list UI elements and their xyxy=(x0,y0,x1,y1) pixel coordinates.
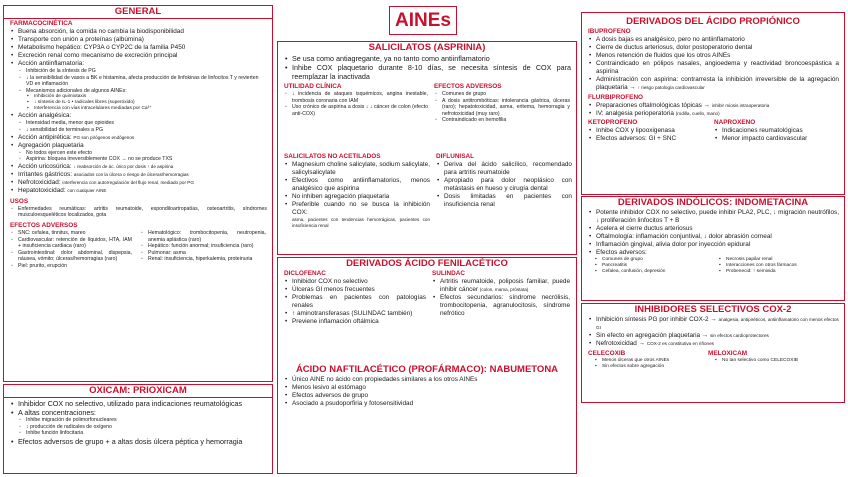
indolicos-panel xyxy=(581,196,845,301)
list-item: ◦ Hepático: función anormal; insuficiencia (raro) xyxy=(140,243,266,250)
list-item: • Previene inflamación oftálmica xyxy=(284,318,426,326)
list-item: • Magnesium choline salicylate, sodium salicylate, salicylsalicylate xyxy=(284,161,430,177)
list-item: ▪ Interacciones con otros fármacos xyxy=(712,263,840,269)
list-item: • Inflamación gingival, alivia dolor por inyección epidural xyxy=(588,241,839,249)
list-item: ▪ ↓ síntesis de IL-1 • radicales libres (superóxido) xyxy=(20,100,267,106)
list-item: • ↑ aminotransferasas (SULINDAC también) xyxy=(284,310,426,318)
cox2-item: Sin efecto en agregación plaquetaria → xyxy=(596,332,709,339)
list-item: ◦ Inhibe migración de polimorfonucleares xyxy=(18,417,267,424)
general-title: GENERAL xyxy=(4,6,272,19)
list-item: • Preferible cuando no se busca la inhibición COX: xyxy=(284,201,430,217)
diflunisal-heading: DIFLUNISAL xyxy=(436,153,474,160)
ibuprofeno-heading: IBUPROFENO xyxy=(588,28,631,35)
list-item: ◦ Enfermedades reumáticas: artritis reumatoide, espondiloartropatías, osteoartritis, síndromes musculoesqueléticos localizados, gota xyxy=(10,206,267,219)
mecanismos-list xyxy=(20,94,267,112)
list-item: • Buena absorción, la comida no cambia la biodisponibilidad xyxy=(10,28,267,36)
naftil-list xyxy=(284,376,571,408)
list-item: ▪ Sin efectos sobre agregación xyxy=(588,364,700,370)
efectos-left-list xyxy=(10,230,132,270)
list-item: • Transporte con unión a proteínas (albúmina) xyxy=(10,36,267,44)
cox2-list xyxy=(588,316,839,348)
list-item: • Indicaciones reumatológicas xyxy=(714,127,840,135)
list-item xyxy=(588,340,839,348)
list-item: ▪ Pancreatitis xyxy=(588,263,708,269)
irritantes-note: asociados con la úlcera o riesgo de úlceras/hemorragias xyxy=(73,171,189,177)
list-item: • Único AINE no ácido con propiedades similares a los otros AINEs xyxy=(284,376,571,384)
list-item xyxy=(10,163,267,171)
diflunisal-list xyxy=(436,161,572,209)
sulindac-item: Artritis reumatoide, poliposis familiar, puede inhibir cáncer xyxy=(440,278,570,293)
list-item: • Menos retención de fluidos que los otros AINEs xyxy=(588,52,839,60)
utilidad-list xyxy=(284,91,428,117)
usos-list xyxy=(10,206,267,219)
list-item: • Contraindicado en pólipos nasales, angioedema y reactividad broncoespástica a aspirina xyxy=(588,60,839,76)
list-item: • Acción analgésica: xyxy=(10,112,267,120)
list-item: • Problemas en pacientes con patologías renales xyxy=(284,294,426,310)
salicilatos-efectos-list xyxy=(434,91,570,124)
salicilatos-list xyxy=(284,54,571,81)
list-item xyxy=(10,134,267,142)
list-item: • Se usa como antiagregante, ya no tanto como antiinflamatorio xyxy=(284,54,571,63)
list-item: • Efectos adversos de grupo xyxy=(284,392,571,400)
uricosurica-label: Acción uricosúrica: xyxy=(18,162,72,170)
list-item xyxy=(432,278,570,294)
sulindac-list xyxy=(432,278,570,318)
ibuprofeno-note: ↑ riesgo patología cardiovascular xyxy=(637,85,705,90)
list-item: ▪ Inhibición de quimiotaxis xyxy=(20,94,267,100)
list-item: • Oftalmología: inflamación conjuntival, ↓ dolor abrasión corneal xyxy=(588,233,839,241)
antipiretica-label: Acción antipirética: xyxy=(18,133,72,141)
general-panel xyxy=(3,5,273,382)
list-item: • A dosis bajas es analgésico, pero no antiinflamatorio xyxy=(588,36,839,44)
analgesica-list xyxy=(10,112,267,120)
flurbiprofeno-heading: FLURBIPROFENO xyxy=(588,94,644,101)
list-item xyxy=(588,76,839,92)
oxicam-list xyxy=(10,399,267,417)
cox2-panel xyxy=(581,303,845,403)
list-item: • Efectos adversos de grupo + a altas dosis úlcera péptica y hemorragia xyxy=(10,437,267,446)
list-item xyxy=(588,332,839,340)
list-item xyxy=(588,110,839,118)
list-item: ◦ Hematológico: trombocitopenia, neutropenia, anemia aplástica (raro) xyxy=(140,230,266,243)
list-item: • Agregación plaquetaria xyxy=(10,142,267,150)
no-acetilados-note: asma, pacientes con tendencias hemorrágicas, pacientes con insuficiencia renal xyxy=(292,217,430,228)
list-item: ◦ Comunes de grupo xyxy=(434,91,570,98)
cox2-note: COX-2 es constitutiva en riñones xyxy=(646,341,714,346)
list-item: ▪ No tan selectivo como CELECOXIB xyxy=(708,358,840,364)
efectos-heading: EFECTOS ADVERSOS xyxy=(10,221,78,229)
list-item: • Efectos secundarios: síndrome necrólisis, trombocitopenia, agranulocitosis, síndrome nefrótico xyxy=(432,294,570,318)
list-item: • Apropiado para dolor neoplásico con metástasis en hueso y cirugía dental xyxy=(436,177,572,193)
cox2-title: INHIBIDORES SELECTIVOS COX-2 xyxy=(634,304,792,315)
flurbiprofeno-list xyxy=(588,102,839,118)
agregacion-sublist xyxy=(18,150,267,163)
list-item: • Cierre de ductus arteriosus, dolor postoperatorio dental xyxy=(588,44,839,52)
fenilacetico-title: DERIVADOS ÁCIDO FENILACÉTICO xyxy=(346,258,508,269)
list-item: ◦ Inhibe función linfocitaria xyxy=(18,430,267,437)
otras-acciones-list xyxy=(10,163,267,195)
celecoxib-heading: CELECOXIB xyxy=(588,350,626,357)
farmacocinetica-heading: FARMACOCINÉTICA xyxy=(10,20,73,27)
oxicam-last-list xyxy=(10,437,267,446)
indolicos-title: DERIVADOS INDÓLICOS: INDOMETACINA xyxy=(617,197,809,208)
main-title: AINEs xyxy=(395,9,451,31)
antiinflamatoria-list xyxy=(18,68,267,94)
cox2-item: Nefrotoxicidad → xyxy=(596,340,646,347)
list-item: ▪ Interferencia con vías intracelulares mediadas por Ca²⁺ xyxy=(20,106,267,112)
ibuprofeno-list xyxy=(588,36,839,92)
uricosurica-note: ↓ reabsorción de ác. úrico por dosis ↑ de aspirina xyxy=(73,163,174,169)
list-item: • Asociado a psudoporfiria y fotosensitividad xyxy=(284,400,571,408)
fenilacetico-panel xyxy=(277,257,577,474)
ketoprofeno-heading: KETOPROFENO xyxy=(588,119,638,126)
salicilatos-title: SALICILATOS (ASPRINIA) xyxy=(368,42,486,53)
indolicos-efectos-right xyxy=(712,257,840,275)
list-item: ▪ Menos úlceras que otros AINEs xyxy=(588,358,700,364)
list-item: ◦ Aspirina: bloquea irreversiblemente COX → no se produce TXS xyxy=(18,156,267,163)
indolicos-list xyxy=(588,209,839,257)
list-item: ◦ SNC: cefalea, tinnitus, mareo xyxy=(10,230,132,237)
flurbi-item: IV: analgesia perioperatoria xyxy=(596,110,674,117)
list-item: ◦ Renal: insuficiencia, hiperkalemia, proteinuria xyxy=(140,256,266,263)
ibuprofeno-item: Administración con aspirina: contrarresta la inhibición irreversible de la agregación plaquetaria → xyxy=(596,76,839,91)
cox2-note: sin efectos cardioprotectores xyxy=(710,333,769,338)
propionico-title: DERIVADOS DEL ÁCIDO PROPIÓNICO xyxy=(626,16,800,27)
flurbi-item: Preparaciones oftalmológicas tópicas → xyxy=(596,102,711,109)
analgesica-sublist xyxy=(18,120,267,133)
farmacocinetica-list xyxy=(10,28,267,68)
list-item: • Úlceras GI menos frecuentes xyxy=(284,286,426,294)
list-item: ▪ Probenecid: ↑ semivida xyxy=(712,269,840,275)
antipiretica-note: PG son pirógenos endógenos xyxy=(73,134,135,140)
sulindac-note: (colon, mama, próstata) xyxy=(479,287,529,292)
list-item: • Dosis limitadas en pacientes con insuficiencia renal xyxy=(436,193,572,209)
list-item: ▪ Cefalea, confusión, depresión xyxy=(588,269,708,275)
cox2-note: analgesia, antipiréticos, antiinflamatorio con menos efectos GI xyxy=(596,317,839,330)
list-item: • Menor impacto cardiovascular xyxy=(714,135,840,143)
oxicam-panel xyxy=(3,384,273,474)
list-item: ◦ Inhibición de la síntesis de PG xyxy=(18,68,267,75)
list-item: ◦ Contraindicado en hemofilia xyxy=(434,117,570,124)
list-item: ◦ Pulmonar: asma xyxy=(140,250,266,257)
cox2-item: Inhibición síntesis PG por inhibir COX-2 → xyxy=(596,316,717,323)
list-item: ▪ Comunes de grupo xyxy=(588,257,708,263)
efectos-right-list xyxy=(140,230,266,263)
naproxeno-list xyxy=(714,127,840,143)
list-item xyxy=(10,171,267,179)
meloxicam-heading: MELOXICAM xyxy=(708,350,748,357)
propionico-panel xyxy=(581,12,845,195)
list-item: • Efectos adversos: xyxy=(588,249,839,257)
salicilatos-efectos-heading: EFECTOS ADVERSOS xyxy=(434,83,502,90)
nefro-label: Nefrotoxicidad: xyxy=(18,178,61,186)
hepato-label: Hepatotoxicidad: xyxy=(18,186,66,194)
list-item: • Inhibe COX y lipooxigenasa xyxy=(588,127,704,135)
naftil-title: ÁCIDO NAFTILACÉTICO (PROFÁRMACO): NABUMETONA xyxy=(295,364,559,375)
no-acetilados-list xyxy=(284,161,430,217)
list-item: • Deriva del ácido salicílico, recomendado para artritis reumatoide xyxy=(436,161,572,177)
diclofenac-heading: DICLOFENAC xyxy=(284,270,326,277)
no-acetilados-heading: SALICILATOS NO ACETILADOS xyxy=(284,153,381,160)
sulindac-heading: SULINDAC xyxy=(432,270,466,277)
list-item: ◦ No todos ejercen este efecto xyxy=(18,150,267,157)
list-item: ◦ ↓ incidencia de ataques isquémicos, angina inestable, trombosis coronaria con IAM xyxy=(284,91,428,104)
list-item: • Inhibidor COX no selectivo, utilizado para indicaciones reumatológicas xyxy=(10,399,267,408)
list-item xyxy=(588,316,839,332)
oxicam-sublist xyxy=(18,417,267,437)
list-item: • Acción antiinflamatoria: xyxy=(10,60,267,68)
flurbi-note: inhibir miosis intraoperatoria xyxy=(711,103,770,108)
salicilatos-panel xyxy=(277,41,577,255)
list-item: ◦ ↓ sensibilidad de terminales a PG xyxy=(18,127,267,134)
hepato-note: con cualquier AINE xyxy=(67,187,107,193)
list-item: • Efectivos como antiinflamatorios, menos analgésico que aspirina xyxy=(284,177,430,193)
utilidad-heading: UTILIDAD CLÍNICA xyxy=(284,83,342,90)
list-item: • Acelera el cierre ductus arteriosus xyxy=(588,225,839,233)
meloxicam-list xyxy=(708,358,840,364)
list-item: • A altas concentraciones: xyxy=(10,408,267,417)
ketoprofeno-list xyxy=(588,127,704,143)
list-item: • Excreción renal como mecanismo de excreción principal xyxy=(10,52,267,60)
list-item: • No inhiben agregación plaquetaria xyxy=(284,193,430,201)
nefro-note: interferencia con autorregulación del flujo renal, mediado por PG xyxy=(62,179,194,185)
main-title-box xyxy=(389,6,457,35)
naproxeno-heading: NAPROXENO xyxy=(714,119,756,126)
celecoxib-list xyxy=(588,358,700,370)
usos-heading: USOS xyxy=(10,197,29,205)
list-item: • Metabolismo hepático: CYP3A o CYP2C de la familia P450 xyxy=(10,44,267,52)
list-item: • Menos lesivo al estómago xyxy=(284,384,571,392)
list-item: ◦ Cardiovascular: retención de líquidos, HTA, IAM + insuficiencia cardiaca (raro) xyxy=(10,237,132,250)
antipiretica-list xyxy=(10,134,267,150)
list-item: ◦ Uso crónico de aspirina a dosis ↓ ↓ cáncer de colon (efecto anti-COX) xyxy=(284,104,428,117)
indolicos-efectos-left xyxy=(588,257,708,275)
list-item xyxy=(588,102,839,110)
list-item: • Inhibe COX plaquetario durante 8-10 días, se necesita síntesis de COX para reemplazar la inactivada xyxy=(284,63,571,81)
list-item: • Potente inhibidor COX no selectivo, puede inhibir PLA2, PLC, ↓ migración neutrófilos, ↓ proliferación linfocitos T + B xyxy=(588,209,839,225)
list-item: ◦ ↓ la sensibilidad de vasos a BK e histamina, afecta producción de linfokinas de linfocitos T y revierten VD en inflamación xyxy=(18,75,267,88)
list-item: ◦ ↓ producción de radicales de oxígeno xyxy=(18,424,267,431)
list-item: • Efectos adversos: GI + SNC xyxy=(588,135,704,143)
list-item xyxy=(10,187,267,195)
diclofenac-list xyxy=(284,278,426,326)
list-item: ▪ Necrosis papilar renal xyxy=(712,257,840,263)
list-item: ◦ A dosis antitrombóticas: intolerancia gástrica, úlceras (raro); hepatotoxicidad, asma, eritema, hemorragia y nefrotoxicidad (muy raro) xyxy=(434,98,570,118)
list-item: • Inhibidor COX no selectivo xyxy=(284,278,426,286)
list-item: ◦ Gastrointestinal: dolor abdominal, dispepsia, náusea, vómito; úlceras/hemorragias (raro) xyxy=(10,250,132,263)
list-item: ◦ Mecanismos adicionales de algunos AINEs: xyxy=(18,88,267,95)
flurbi-note: (rodilla, cuello, mano) xyxy=(675,111,720,116)
list-item xyxy=(10,179,267,187)
oxicam-title: OXICAM: PRIOXICAM xyxy=(4,385,272,398)
list-item: ◦ Piel: prurito, erupción xyxy=(10,263,132,270)
irritantes-label: Irritantes gástricos: xyxy=(18,170,72,178)
list-item: ◦ Intensidad media, menor que opioides xyxy=(18,120,267,127)
